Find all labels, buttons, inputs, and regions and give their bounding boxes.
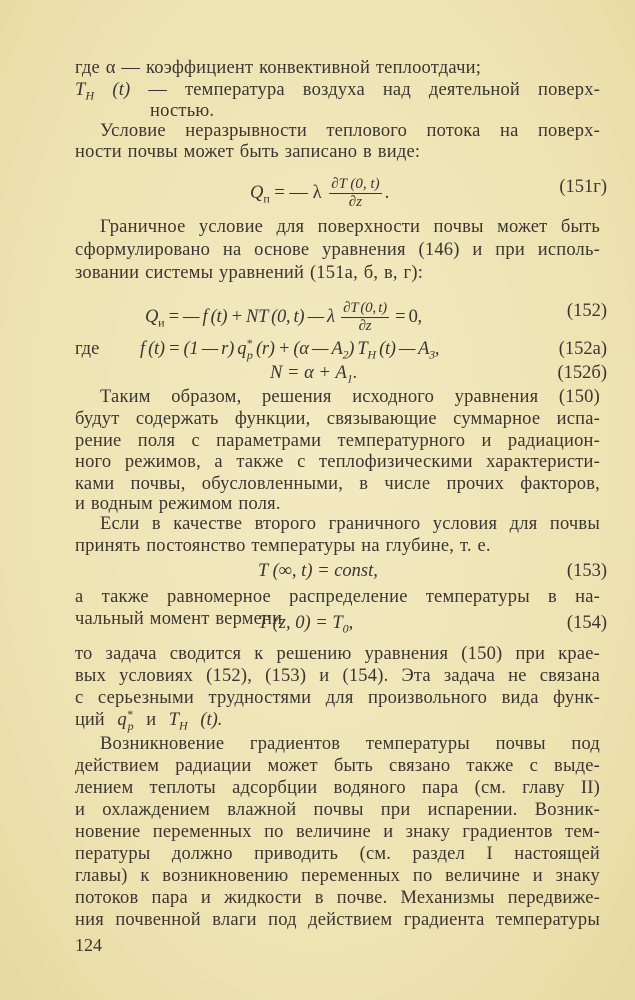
text-line: рение поля с параметрами температурного и радиацион- — [75, 431, 600, 451]
text-line: где α — коэффициент конвективной теплоотдачи; — [75, 58, 482, 78]
equation-152a-where: где — [75, 339, 100, 359]
text-line: принять постоянство температуры на глубине, т. е. — [75, 536, 491, 556]
text-line: Условие неразрывности теплового потока на поверх- — [100, 121, 600, 141]
equation-label: (152а) — [558, 339, 607, 359]
equation-label: (151г) — [559, 177, 607, 197]
text-line: зовании системы уравнений (151а, б, в, г): — [75, 263, 424, 283]
text-line: Возникновение градиентов температуры почвы под — [100, 734, 600, 754]
text-line: ций $q^*_р$ и $T_H$ (t). — [75, 706, 223, 733]
symbol-TH: $T_H$ — [75, 80, 95, 103]
text-line: с серьезными трудностями для произвольного вида функ- — [75, 688, 600, 708]
equation-153: T (∞, t) = const, — [258, 561, 378, 581]
line-text: — температура воздуха над деятельной поверх- — [148, 80, 601, 100]
text-line — [75, 79, 600, 101]
text-line: пературы должно приводить (см. раздел I настоящей — [75, 844, 600, 864]
text-line: лением теплоты адсорбции водяного пара (см. главу II) — [75, 778, 600, 798]
text-line: ностью. — [150, 101, 215, 121]
text-line: ния почвенной влаги под действием градиента температуры — [75, 910, 600, 930]
equation-label: (152) — [566, 301, 607, 321]
text-line: и охлаждением влажной почвы при испарении. Возник- — [75, 800, 600, 820]
equation-154: T (z, $0) = T_0$, — [258, 613, 354, 636]
symbol-arg: (t) — [112, 80, 131, 100]
text-line: новение переменных по величине и знаку градиентов тем- — [75, 822, 600, 842]
equation-152a: f (t) = (1 — r) $q^*_р$ (r) + (α — $A_2$) $T_H$ (t) — $A_3$, — [140, 335, 440, 362]
text-line: ного режимов, а также с теплофизическими характеристи- — [75, 452, 600, 472]
text-line: Граничное условие для поверхности почвы может быть — [100, 217, 600, 237]
equation-label: (153) — [566, 561, 607, 581]
equation-152: $Q_и$ = — f (t) + NT (0, t) — λ $\frac{\partial T (0, t)}{\partial z}$ = 0, — [145, 300, 422, 334]
text-line: чальный момент вермени — [75, 609, 283, 629]
text-line: будут содержать функции, связывающие суммарное испа- — [75, 409, 600, 429]
page-number: 124 — [75, 935, 102, 955]
text-line: действием радиации может быть связано также с выде- — [75, 756, 600, 776]
text-line: сформулировано на основе уравнения (146) и при исполь- — [75, 240, 600, 260]
text-line: и водным режимом поля. — [75, 494, 281, 514]
text-line: а также равномерное распределение температуры в на- — [75, 587, 600, 607]
text-line: главы) к возникновению переменных по величине и знаку — [75, 866, 600, 886]
equation-151g: $Q_п$ = — λ $\frac{\partial T (0, t)}{\partial z}$ . — [250, 176, 390, 210]
fraction: $\frac{\partial T (0, t)}{\partial z}$ — [343, 300, 387, 334]
text-line: то задача сводится к решению уравнения (150) при крае- — [75, 644, 600, 664]
equation-label: (154) — [566, 613, 607, 633]
text-line: Если в качестве второго граничного условия для почвы — [100, 514, 600, 534]
text-line: вых условиях (152), (153) и (154). Эта задача не связана — [75, 666, 600, 686]
fraction: $\frac{\partial T (0, t)}{\partial z}$ — [331, 176, 380, 210]
equation-152b: $N = \alpha + A_1$. — [270, 363, 358, 386]
text-line: потоков пара и жидкости в почве. Механизмы передвиже- — [75, 888, 600, 908]
equation-label: (152б) — [557, 363, 607, 383]
text-line: Таким образом, решения исходного уравнения (150) — [100, 387, 600, 407]
text-line: ности почвы может быть записано в виде: — [75, 142, 421, 162]
text-line: ками почвы, обусловленными, в числе прочих факторов, — [75, 474, 600, 494]
